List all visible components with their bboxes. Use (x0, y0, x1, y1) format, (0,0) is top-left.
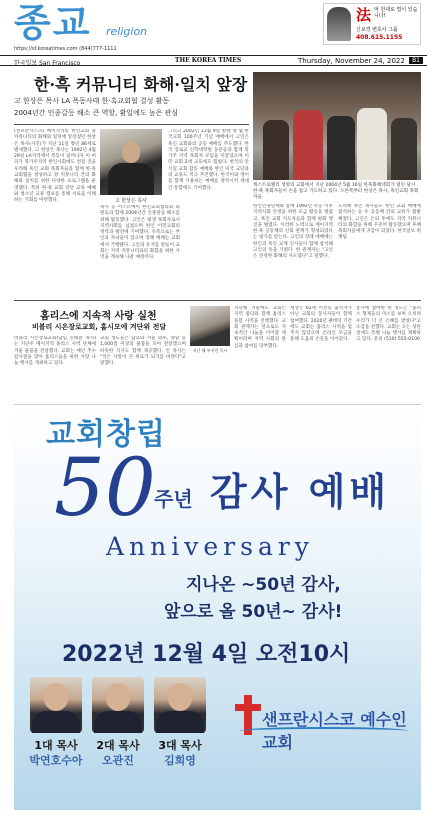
lead-body-col4: 한인인권단체와 함께 1992년 폭동 이후 지역사회 안정을 위한 모금 활동을 벌였고, 흑인 교회 지도자들과 함께 평화 행진을 벌였다. 이러한 노력으로 베이지역 한·흑 공동체의 신뢰 관계가 형성되었다는 평가를 받는다. 고인의 장례 예배에는 한인과 흑인 교계 인사들이 함께 참석해 고인의 뜻을 기렸다. 한 관계자는 "고인은 진정한 화해의 사도였다"고 말했다. (253, 204, 333, 260)
pastor-role-1: 1대 목사 (34, 739, 78, 752)
lead-subhead-line: 고 한상은 목사 LA 폭동사태 한·흑교회협 결성 활동 (14, 97, 170, 105)
pastor-role-2: 2대 목사 (96, 739, 140, 752)
church-name: 샌프란시스코 예수인교회 (262, 710, 407, 752)
ad-phone: 408.615.1155 (356, 34, 403, 41)
swoosh-decoration (239, 727, 409, 735)
section-subtitle: religion (106, 25, 148, 38)
photo-figure (263, 120, 289, 180)
pastor-role-3: 3대 목사 (158, 739, 202, 752)
second-headline[interactable]: 홈리스에 지속적 사랑 실천 (40, 311, 157, 322)
photo-figure (391, 118, 417, 180)
banner-jubilee: 주년 (154, 487, 193, 511)
second-photo (190, 306, 230, 346)
anniversary-ad-banner[interactable] (14, 404, 421, 810)
pastor-portrait-photo (100, 129, 162, 195)
pastor-name-2: 오관진 (102, 754, 134, 767)
ad-name: 신보경 변호사 그룹 (356, 27, 398, 33)
section-title: 종교 (14, 1, 92, 45)
pastor-face (106, 683, 130, 711)
photo-figure (327, 116, 355, 180)
lead-headline[interactable]: 한·흑 커뮤니티 화해·일치 앞장 (34, 75, 248, 94)
pastor-suit (94, 711, 142, 733)
banner-fifty: 50 (54, 441, 156, 534)
pastor-face (44, 683, 68, 711)
section-rule (14, 300, 421, 301)
issue-date: Thursday, November 24, 2022 (298, 57, 405, 65)
second-body-col4: 세상은 62세 이전의 출석자가 아닌 교회의 봉사자들이 함께 참여했다. 2020년 팬데믹 기간에도 교회는 홈리스 사역을 멈추지 않았으며 온라인 모금을 통해 도움의 손길을 이어갔다. (290, 306, 352, 343)
second-subhead: 비블리 시온장로교회, 홈시모에 겨단위 전달 (32, 323, 167, 331)
date-strip (0, 55, 427, 66)
pastor-name-3: 김희영 (164, 754, 196, 767)
divider (14, 124, 249, 125)
ad-big-char: 法 (356, 6, 372, 24)
lawyer-ad[interactable] (323, 3, 421, 45)
lead-body-col1: (샌프란시스코) 베이지역의 한인교회 중 커뮤니티의 화해와 일치에 앞장섰던 한상은 목사(사진)가 지난 11일 향년 86세로 별세했다. 고 한상은 목사는 1992년 4월29일 LA지역에서 폭동이 일어나자 이 여파가 북가주지역 한인사회에도 번질 것을 우려해 흑인 교회 목회자들과 함께 한·흑교회협을 결성하고 양 커뮤니티 간의 화해와 일치를 위한 다양한 프로그램을 운영했다. 특히 한·흑 교회 강단 교류 예배와 청소년 교류 캠프를 통해 서로를 이해하는 기회를 마련했다. (14, 129, 96, 204)
page-number: B1 (409, 57, 423, 64)
pastor-photo-2 (92, 677, 144, 733)
lead-body-col3: 그리고 2002년 12월 9일 칼렌 방 월 한국교회 100주년 기념 예배에서 고인은 흑인 교회와의 공동 예배를 주도했다. 한국 장로교 신학대학원 동문들과 함께 북가주 지역 목회자 모임을 이끌었으며 이민 교회 2세 교육에도 힘썼다. 한국의 안식일 교회 합동 예배와 한인 미국 교단과의 교류도 적극 추진했다. 한국어와 영어를 함께 사용하는 예배를 정착시켜 세대 간 통합에도 기여했다. (168, 129, 249, 191)
lead-subhead (14, 96, 249, 120)
banner-anniversary: Anniversary (106, 532, 314, 561)
banner-title: 교회창립 (46, 417, 166, 452)
banner-slogan-1: 지나온 ~50년 감사, (186, 575, 341, 595)
banner-date: 2022년 12월 4일 오전10시 (62, 642, 351, 667)
second-body-col2: 교회 성도들은 담요와 겨울 외투, 양말 등 1,000점 이상의 물품을 모아 전달했으며 따뜻한 식사도 함께 제공했다. 신 목사는 "작은 사랑이 큰 위로가 되기를 바란다"고 말했다. (100, 336, 186, 367)
portrait-caption: 고 한상은 목사 (114, 198, 148, 204)
photo-figure (293, 110, 323, 180)
second-body-col1: 비블리 시온장로교회(담임 신태환 목사)는 지난주 베이지역 홈리스 사역 단체에 겨울 물품을 전달했다. 교회는 매년 추수감사절을 맞아 홈리스들을 위한 사랑 나눔 행사를 개최하고 있다. (14, 336, 96, 367)
church-photo-caption: 캐스트로밸리 생명의 교회에서 지난 2004년 5월 16일 한흑화해대회가 열린 당시 한·흑 목회자들이 손을 잡고 기도하고 있다. 오른쪽부터 한상은 목사, 흑인교회 목회자들. (253, 183, 419, 200)
banner-slogan-2: 앞으로 올 50년~ 감사! (164, 602, 343, 622)
ad-text: 억 원대로 법이 있습니다! (374, 7, 418, 19)
ad-photo (327, 7, 351, 41)
pastor-photo-1 (30, 677, 82, 733)
pastor-suit (156, 711, 204, 733)
second-photo-caption: 지난 해 부지런 목사 (192, 348, 228, 353)
second-body-col3: 지난해 겨울에도 교회는 지역 쉼터와 함께 홈리스 돌봄 사역을 진행했다. 교회 관계자는 앞으로도 지속적인 나눔을 이어갈 계획이라며 지역 사회의 관심과 참여를 당부했다. (234, 306, 286, 349)
lead-body-col5: 노력해 흑인 목사들도 한인 교회 예배에 참석하는 등 두 공동체 간의 교류가 활발해졌다. 고인은 은퇴 후에도 지역 커뮤니티의 화합을 위해 꾸준히 활동했으며 후배 목회자들에게 귀감이 되었다. 한국일보 취재팀 (338, 204, 421, 241)
lead-body-col2: 목사 등 이스트베이 한인교회협의회 회원들과 함께 2004년간 인종갈등 해소를 위해 활동했다. 고인은 평생 목회자로서 지역사회를 섬겼으며 한인 이민교회의 정착과 발전에 기여했다. 유족으로는 부인과 자녀들이 있으며 장례 예배는 교회에서 거행됐다. 고인의 유지를 받들어 교회는 지역 커뮤니티와의 화합을 위한 사역을 계속해 나갈 예정이다. (100, 205, 180, 261)
church-prayer-photo (253, 72, 421, 180)
portrait-face (122, 141, 140, 163)
photo-figure (357, 108, 387, 180)
paper-name: THE KOREA TIMES (175, 57, 242, 64)
pastor-face (168, 683, 192, 711)
banner-thanks-service: 감사 예배 (210, 470, 391, 514)
pastor-suit (32, 711, 80, 733)
portrait-body (108, 163, 154, 195)
masthead (0, 0, 427, 50)
pastor-photo-3 (154, 677, 206, 733)
lead-subhead-line: 2004년간 인종갈등 해소 큰 역할, 활일에도 높은 관심 (14, 109, 179, 117)
pastor-name-1: 박연호수아 (29, 754, 83, 767)
edition-label: 한국일보 San Francisco (14, 60, 81, 67)
site-url[interactable]: https://sf.koreatimes.com (844)777-1111 (14, 46, 117, 52)
second-body-col5: 봉사에 참여한 한 성도는 "홈리스 형제들의 미소를 보며 오히려 우리가 더 큰 은혜를 받았다"고 소감을 전했다. 교회는 오는 성탄절에도 특별 나눔 행사를 계획하고 있다. 문의 (510) 555-0100 (356, 306, 421, 343)
